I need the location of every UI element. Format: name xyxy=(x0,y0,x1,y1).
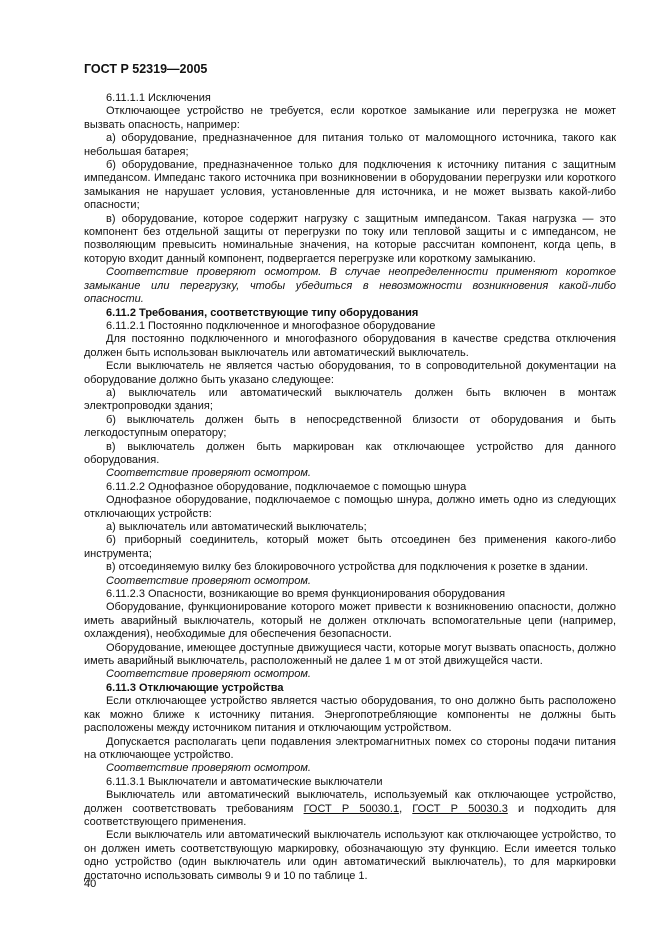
clause-6-11-1-1-title: 6.11.1.1 Исключения xyxy=(106,92,211,104)
clause-title: 6.11.2.1 Постоянно подключенное и многофазное оборудование xyxy=(106,319,436,332)
list-item: в) отсоединяемую вилку без блокировочного устройства для подключения к розетке в здании. xyxy=(106,561,589,574)
reference-link-gost-50030-1[interactable]: ГОСТ Р 50030.1 xyxy=(303,802,400,815)
paragraph: Если выключатель не является частью оборудования, то в сопроводительной документации на оборудование должно быть указано следующее: xyxy=(84,360,616,386)
compliance-note: Соответствие проверяют осмотром. xyxy=(106,467,311,480)
page-number: 40 xyxy=(84,878,97,890)
paragraph: Оборудование, функционирование которого может привести к возникновению опасности, должно иметь аварийный выключатель, который не должен отключать вспомогательные цепи (например, охлаждения), необходимые для обеспечения безопасности. xyxy=(84,601,616,641)
text-span: , xyxy=(399,802,413,815)
paragraph: Допускается располагать цепи подавления электромагнитных помех со стороны подачи питания на отключающее устройство. xyxy=(84,735,616,761)
list-item: в) выключатель должен быть маркирован как отключающее устройство для данного оборудования. xyxy=(84,440,616,466)
list-item: б) оборудование, предназначенное только для подключения к источнику питания с защитным импедансом. Импеданс такого источника при возникновении в оборудовании перегрузки или короткого замыкания не нарушает условия, установленные для источника, и не может вызвать какой-либо опасности; xyxy=(84,159,616,212)
compliance-note: Соответствие проверяют осмотром. В случае неопределенности применяют короткое замыкание или перегрузку, чтобы убедиться в невозможности возникновения какой-либо опасности. xyxy=(84,266,616,306)
paragraph: Оборудование, имеющее доступные движущиеся части, которые могут вызвать опасность, должно иметь аварийный выключатель, расположенный не далее 1 м от этой движущейся части. xyxy=(84,641,616,668)
paragraph: Однофазное оборудование, подключаемое с помощью шнура, должно иметь одно из следующих отключающих устройств: xyxy=(84,494,616,520)
document-header: ГОСТ Р 52319—2005 xyxy=(84,62,208,76)
text-span: Выключатель или автоматический выключатель, используемый как отключающее устройство, должен соответствовать требованиям xyxy=(84,789,616,815)
paragraph: Отключающее устройство не требуется, если короткое замыкание или перегрузка не может вызвать опасность, например: xyxy=(84,105,616,131)
paragraph: Если выключатель или автоматический выключатель используют как отключающее устройство, то он должен иметь соответствующую маркировку, обозначающую эту функцию. Если имеется только одно устройство (один выключатель или один автоматический выключатель), то для маркировки достаточно использовать символы 9 и 10 по таблице 1. xyxy=(84,829,616,882)
paragraph: Для постоянно подключенного и многофазного оборудования в качестве средства отключения должен быть использован выключатель или автоматический выключатель. xyxy=(84,333,616,359)
document-body xyxy=(84,92,616,883)
list-item: а) оборудование, предназначенное для питания только от маломощного источника, такого как небольшая батарея; xyxy=(84,132,616,158)
section-heading-6-11-2: 6.11.2 Требования, соответствующие типу оборудования xyxy=(106,306,419,319)
list-item: б) приборный соединитель, который может быть отсоединен без применения какого-либо инструмента; xyxy=(84,534,616,560)
list-item: б) выключатель должен быть в непосредственной близости от оборудования и быть легкодоступным оператору; xyxy=(84,413,616,440)
paragraph-with-references xyxy=(84,789,616,829)
list-item: в) оборудование, которое содержит нагрузку с защитным импедансом. Такая нагрузка — это компонент без отдельной защиты от перегрузки по току или тепловой защиты и с импедансом, не позволяющим превысить номинальные значения, на которые рассчитан компонент, когда цепь, в которую входит данный компонент, подвергается перегрузке или короткому замыканию. xyxy=(84,212,616,265)
compliance-note: Соответствие проверяют осмотром. xyxy=(106,668,311,681)
text-span: и подходить для соответствующего применения. xyxy=(84,802,616,828)
compliance-note: Соответствие проверяют осмотром. xyxy=(106,574,311,587)
clause-title: 6.11.2.2 Однофазное оборудование, подключаемое с помощью шнура xyxy=(106,480,467,493)
compliance-note: Соответствие проверяют осмотром. xyxy=(106,762,311,775)
list-item: а) выключатель или автоматический выключатель; xyxy=(106,521,367,533)
clause-title: 6.11.2.3 Опасности, возникающие во время функционирования оборудования xyxy=(106,588,506,601)
section-heading-6-11-3: 6.11.3 Отключающие устройства xyxy=(106,681,284,694)
reference-link-gost-50030-3[interactable]: ГОСТ Р 50030.3 xyxy=(412,802,508,815)
paragraph: Если отключающее устройство является частью оборудования, то оно должно быть расположено как можно ближе к источнику питания. Энергопотребляющие компоненты не должны быть расположены между источником питания и отключающим устройством. xyxy=(84,695,616,735)
clause-title: 6.11.3.1 Выключатели и автоматические выключатели xyxy=(106,775,383,788)
list-item: а) выключатель или автоматический выключатель должен быть включен в монтаж электропроводки здания; xyxy=(84,386,616,413)
